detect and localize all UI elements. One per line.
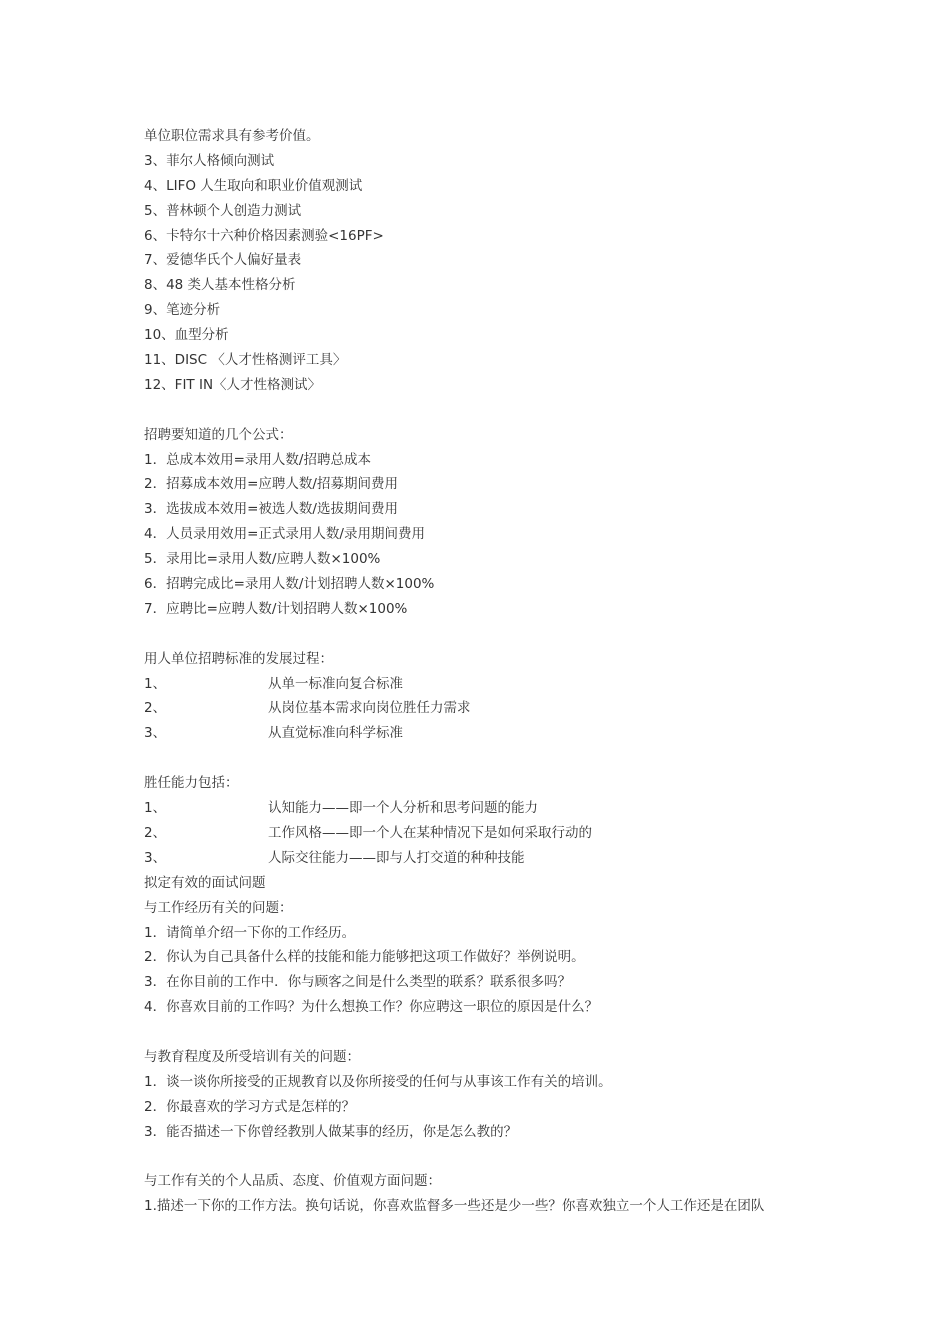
education-question: 1．谈一谈你所接受的正规教育以及你所接受的任何与从事该工作有关的培训。 — [144, 1073, 612, 1090]
education-question: 2．你最喜欢的学习方式是怎样的？ — [144, 1098, 356, 1115]
standard-text: 从直觉标准向科学标准 — [268, 725, 403, 742]
competency-item — [144, 821, 824, 846]
test-item: 4、LIFO 人生取向和职业价值观测试 — [144, 177, 363, 194]
education-heading: 与教育程度及所受培训有关的问题： — [144, 1048, 360, 1065]
test-item: 8、48 类人基本性格分析 — [144, 277, 296, 294]
competency-number: 2、 — [144, 824, 167, 841]
standard-item — [144, 672, 824, 697]
standard-number: 1、 — [144, 675, 167, 692]
formula-item: 4．人员录用效用=正式录用人数/录用期间费用 — [144, 526, 425, 543]
document-body — [144, 124, 824, 1219]
formula-item: 7．应聘比=应聘人数/计划招聘人数×100% — [144, 600, 408, 617]
standard-text: 从单一标准向复合标准 — [268, 675, 403, 692]
competency-text: 工作风格——即一个人在某种情况下是如何采取行动的 — [268, 824, 592, 841]
competency-text: 认知能力——即一个人分析和思考问题的能力 — [268, 800, 538, 817]
experience-heading: 与工作经历有关的问题： — [144, 899, 293, 916]
spacer — [144, 1145, 824, 1170]
spacer — [144, 622, 824, 647]
test-item: 7、爱德华氏个人偏好量表 — [144, 252, 302, 269]
experience-question: 4．你喜欢目前的工作吗？为什么想换工作？你应聘这一职位的原因是什么？ — [144, 999, 599, 1016]
formula-item: 6．招聘完成比=录用人数/计划招聘人数×100% — [144, 576, 435, 593]
spacer — [144, 746, 824, 771]
test-item: 5、普林顿个人创造力测试 — [144, 202, 302, 219]
education-question: 3．能否描述一下你曾经教别人做某事的经历，你是怎么教的？ — [144, 1123, 518, 1140]
formulas-heading: 招聘要知道的几个公式： — [144, 426, 293, 443]
competency-heading: 胜任能力包括： — [144, 775, 239, 792]
standard-number: 3、 — [144, 725, 167, 742]
competency-number: 3、 — [144, 849, 167, 866]
standards-heading: 用人单位招聘标准的发展过程： — [144, 650, 333, 667]
experience-question: 2．你认为自己具备什么样的技能和能力能够把这项工作做好？举例说明。 — [144, 949, 585, 966]
test-item: 11、DISC 〈人才性格测评工具〉 — [144, 352, 347, 369]
test-item: 10、血型分析 — [144, 327, 229, 344]
standard-item — [144, 721, 824, 746]
competency-item — [144, 796, 824, 821]
standard-text: 从岗位基本需求向岗位胜任力需求 — [268, 700, 471, 717]
standard-number: 2、 — [144, 700, 167, 717]
personal-question: 1.描述一下你的工作方法。换句话说，你喜欢监督多一些还是少一些？你喜欢独立一个人工作还是在团队 — [144, 1198, 765, 1215]
formula-item: 5．录用比=录用人数/应聘人数×100% — [144, 551, 381, 568]
formula-item: 3．选拔成本效用=被选人数/选拔期间费用 — [144, 501, 398, 518]
intro-line: 单位职位需求具有参考价值。 — [144, 128, 320, 144]
spacer — [144, 398, 824, 423]
formula-item: 2．招募成本效用=应聘人数/招募期间费用 — [144, 476, 398, 493]
test-item: 9、笔迹分析 — [144, 302, 221, 319]
competency-item — [144, 846, 824, 871]
personal-heading: 与工作有关的个人品质、态度、价值观方面问题： — [144, 1173, 441, 1190]
experience-question: 1．请简单介绍一下你的工作经历。 — [144, 924, 356, 941]
test-item: 3、菲尔人格倾向测试 — [144, 152, 275, 169]
test-item: 12、FIT IN〈人才性格测试〉 — [144, 376, 322, 393]
experience-question: 3．在你目前的工作中．你与顾客之间是什么类型的联系？联系很多吗？ — [144, 974, 572, 991]
test-item: 6、卡特尔十六种价格因素测验<16PF> — [144, 227, 384, 244]
competency-number: 1、 — [144, 800, 167, 817]
formula-item: 1．总成本效用=录用人数/招聘总成本 — [144, 451, 371, 468]
interview-title: 拟定有效的面试问题 — [144, 874, 266, 891]
standard-item — [144, 696, 824, 721]
competency-text: 人际交往能力——即与人打交道的种种技能 — [268, 849, 525, 866]
spacer — [144, 1020, 824, 1045]
